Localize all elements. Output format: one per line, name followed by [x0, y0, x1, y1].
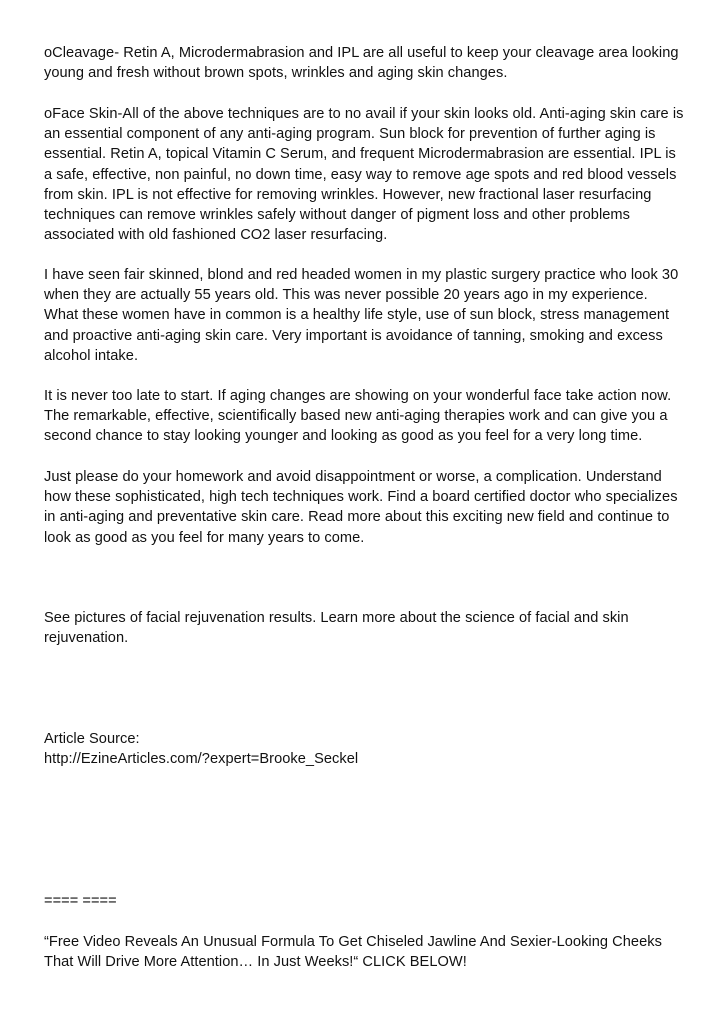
- article-source-url: http://EzineArticles.com/?expert=Brooke_Seckel: [44, 751, 359, 768]
- text-line: young and fresh without brown spots, wrinkles and aging skin changes.: [44, 65, 508, 82]
- text-line: What these women have in common is a healthy life style, use of sun block, stress management: [44, 307, 670, 324]
- text-line: alcohol intake.: [44, 347, 139, 364]
- paragraph-see-pictures: [44, 608, 694, 648]
- paragraph-cleavage: [44, 43, 694, 83]
- text-line: a safe, effective, non painful, no down time, easy way to remove age spots and red blood vessels: [44, 166, 677, 183]
- article-source-label: Article Source:: [44, 731, 140, 747]
- paragraph-free-video: [44, 932, 694, 972]
- text-line: I have seen fair skinned, blond and red headed women in my plastic surgery practice who look 30: [44, 267, 679, 283]
- text-line: and proactive anti-aging skin care. Very important is avoidance of tanning, smoking and excess: [44, 327, 663, 344]
- text-line: associated with old fashioned CO2 laser resurfacing.: [44, 227, 388, 244]
- paragraph-homework: [44, 467, 694, 548]
- text-line: oCleavage- Retin A, Microdermabrasion and IPL are all useful to keep your cleavage area looking: [44, 45, 679, 61]
- paragraph-never-too-late: [44, 386, 694, 447]
- text-line: from skin. IPL is not effective for removing wrinkles. However, new fractional laser resurfacing: [44, 186, 652, 203]
- text-line: ==== ====: [44, 893, 117, 909]
- paragraph-fair-skinned: [44, 265, 694, 366]
- text-line: That Will Drive More Attention… In Just Weeks!“ CLICK BELOW!: [44, 954, 467, 971]
- text-line: when they are actually 55 years old. This was never possible 20 years ago in my experience.: [44, 287, 648, 304]
- text-line: techniques can remove wrinkles safely without danger of pigment loss and other problems: [44, 207, 630, 224]
- text-line: oFace Skin-All of the above techniques are to no avail if your skin looks old. Anti-aging skin care is: [44, 106, 684, 122]
- text-line: how these sophisticated, high tech techniques work. Find a board certified doctor who specializes: [44, 489, 678, 506]
- text-line: essential. Retin A, topical Vitamin C Serum, and frequent Microdermabrasion are essential. IPL is: [44, 146, 676, 163]
- text-line: The remarkable, effective, scientifically based new anti-aging therapies work and can give you a: [44, 408, 668, 425]
- paragraph-face-skin: [44, 104, 694, 245]
- text-line: See pictures of facial rejuvenation results. Learn more about the science of facial and skin: [44, 610, 629, 626]
- text-line: Just please do your homework and avoid disappointment or worse, a complication. Understand: [44, 469, 662, 485]
- text-line: an essential component of any anti-aging program. Sun block for prevention of further aging is: [44, 126, 656, 143]
- text-line: look as good as you feel for many years to come.: [44, 529, 365, 546]
- paragraph-article-source: [44, 729, 694, 769]
- text-line: second chance to stay looking younger and looking as good as you feel for a very long time.: [44, 428, 643, 445]
- text-line: rejuvenation.: [44, 630, 129, 647]
- text-line: It is never too late to start. If aging changes are showing on your wonderful face take action now.: [44, 388, 672, 404]
- separator-line: [44, 891, 694, 911]
- text-line: in anti-aging and preventative skin care. Read more about this exciting new field and continue to: [44, 509, 670, 526]
- text-line: “Free Video Reveals An Unusual Formula To Get Chiseled Jawline And Sexier-Looking Cheeks: [44, 934, 662, 950]
